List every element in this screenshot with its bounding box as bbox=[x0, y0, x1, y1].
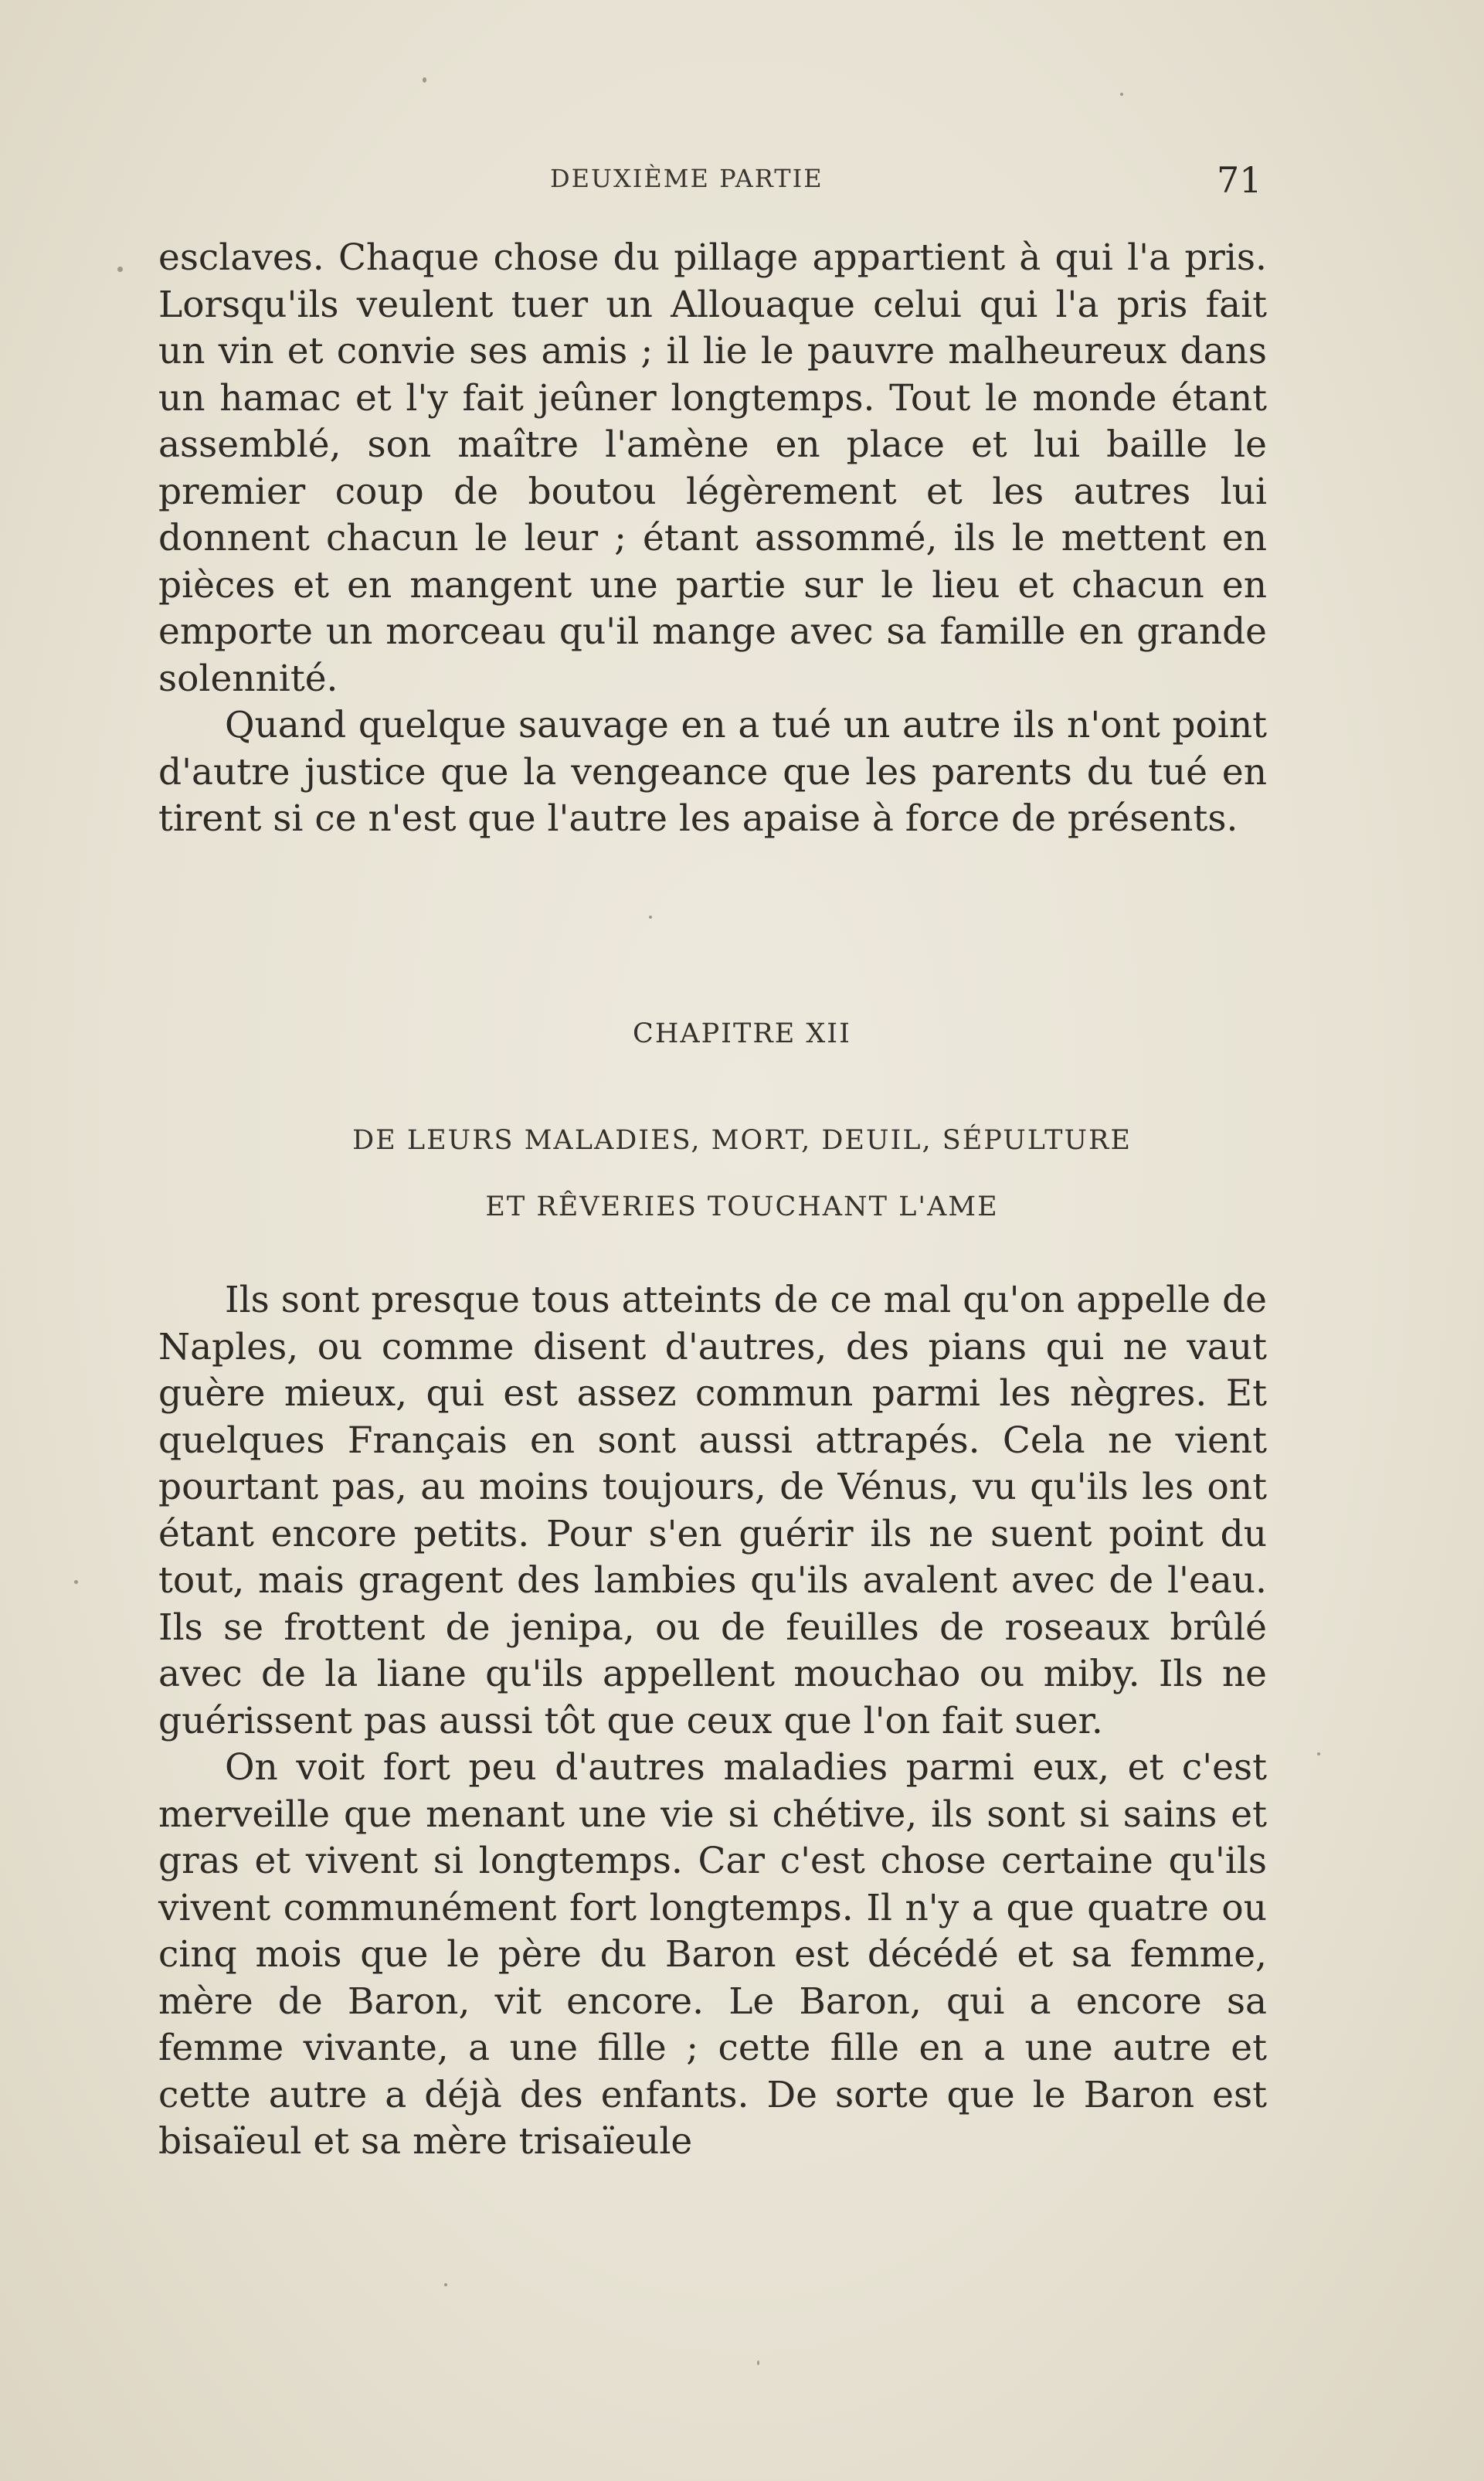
chapter-title-line-2: ET RÊVERIES TOUCHANT L'AME bbox=[485, 1191, 999, 1222]
running-head bbox=[0, 159, 1484, 202]
chapter-text-block bbox=[158, 1277, 1267, 2166]
page-number: 71 bbox=[1217, 159, 1262, 201]
top-text-block bbox=[158, 235, 1267, 843]
running-title: DEUXIÈME PARTIE bbox=[550, 164, 824, 193]
paper-speck bbox=[1317, 1752, 1320, 1755]
paper-speck bbox=[74, 1580, 78, 1584]
paragraph: esclaves. Chaque chose du pillage appartient à qui l'a pris. Lorsqu'ils veulent tuer un Allouaque celui qui l'a pris fait un vin et convie ses amis ; il lie le pauvre malheureux dans un hamac et l'y fait jeûner longtemps. Tout le monde étant assemblé, son maître l'amène en place et lui baille le premier coup de boutou légèrement et les autres lui donnent chacun le leur ; étant assommé, ils le mettent en pièces et en mangent une partie sur le lieu et chacun en emporte un morceau qu'il mange avec sa famille en grande solennité. bbox=[158, 236, 1267, 700]
paper-speck bbox=[444, 2283, 447, 2286]
paper-speck bbox=[423, 77, 426, 83]
chapter-number: CHAPITRE XII bbox=[633, 1018, 851, 1049]
chapter-title-line-1: DE LEURS MALADIES, MORT, DEUIL, SÉPULTURE bbox=[352, 1125, 1132, 1156]
paragraph: On voit fort peu d'autres maladies parmi eux, et c'est merveille que menant une vie si chétive, ils sont si sains et gras et vivent si longtemps. Car c'est chose certaine qu'ils vivent communément fort longtemps. Il n'y a que quatre ou cinq mois que le père du Baron est décédé et sa femme, mère de Baron, vit encore. Le Baron, qui a encore sa femme vivante, a une fille ; cette fille en a une autre et cette autre a déjà des enfants. De sorte que le Baron est bisaïeul et sa mère trisaïeule bbox=[158, 1746, 1267, 2163]
paper-speck bbox=[117, 267, 123, 272]
paper-speck bbox=[757, 2360, 759, 2365]
paragraph: Ils sont presque tous atteints de ce mal qu'on appelle de Naples, ou comme disent d'autres, des pians qui ne vaut guère mieux, qui est assez commun parmi les nègres. Et quelques Français en sont aussi attrapés. Cela ne vient pourtant pas, au moins toujours, de Vénus, vu qu'ils les ont étant encore petits. Pour s'en guérir ils ne suent point du tout, mais gragent des lambies qu'ils avalent avec de l'eau. Ils se frottent de jenipa, ou de feuilles de roseaux brûlé avec de la liane qu'ils appellent mouchao ou miby. Ils ne guérissent pas aussi tôt que ceux que l'on fait suer. bbox=[158, 1279, 1267, 1742]
paragraph: Quand quelque sauvage en a tué un autre ils n'ont point d'autre justice que la vengeance que les parents du tué en tirent si ce n'est que l'autre les apaise à force de présents. bbox=[158, 704, 1267, 840]
paper-speck bbox=[649, 916, 652, 919]
paper-speck bbox=[1120, 93, 1123, 96]
